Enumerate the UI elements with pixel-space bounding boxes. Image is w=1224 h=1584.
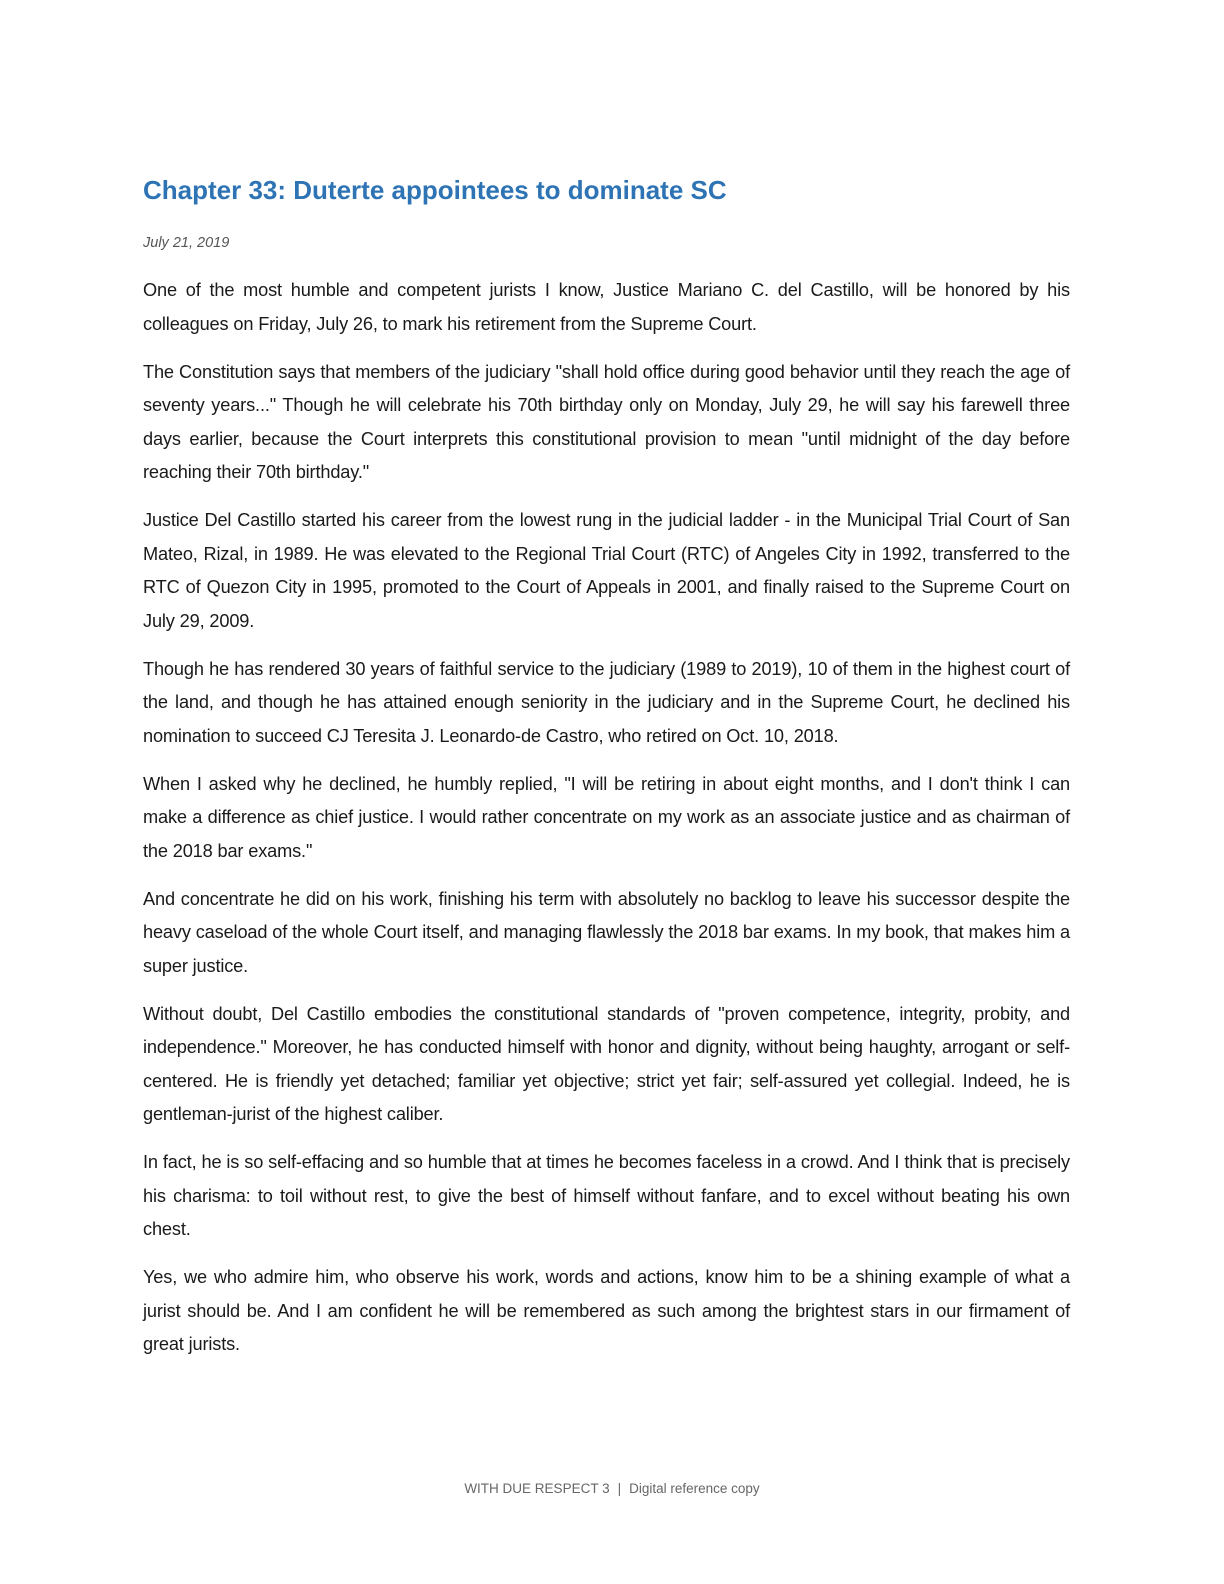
paragraph: And concentrate he did on his work, finishing his term with absolutely no backlog to leave his successor despite the heavy caseload of the whole Court itself, and managing flawlessly the 2018 bar exams. In my book, that makes him a super justice.	[143, 888, 1070, 976]
paragraph: One of the most humble and competent jurists I know, Justice Mariano C. del Castillo, will be honored by his colleagues on Friday, July 26, to mark his retirement from the Supreme Court.	[143, 280, 1070, 334]
page-footer	[0, 1479, 1224, 1499]
paragraph: Justice Del Castillo started his career from the lowest rung in the judicial ladder - in the Municipal Trial Court of San Mateo, Rizal, in 1989. He was elevated to the Regional Trial Court (RTC) of Angeles City in 1992, transferred to the RTC of Quezon City in 1995, promoted to the Court of Appeals in 2001, and finally raised to the Supreme Court on July 29, 2009.	[143, 510, 1070, 631]
paragraph: In fact, he is so self-effacing and so humble that at times he becomes faceless in a crowd. And I think that is precisely his charisma: to toil without rest, to give the best of himself without fanfare, and to excel without beating his own chest.	[143, 1152, 1070, 1239]
footer-note: Digital reference copy	[629, 1481, 760, 1496]
footer-book-page: WITH DUE RESPECT 3	[464, 1481, 610, 1496]
paragraph: Without doubt, Del Castillo embodies the constitutional standards of "proven competence, integrity, probity, and independence." Moreover, he has conducted himself with honor and dignity, without being haughty, arrogant or self-centered. He is friendly yet detached; familiar yet objective; strict yet fair; self-assured yet collegial. Indeed, he is gentleman-jurist of the highest caliber.	[143, 1003, 1070, 1124]
paragraph: Yes, we who admire him, who observe his work, words and actions, know him to be a shining example of what a jurist should be. And I am confident he will be remembered as such among the brightest stars in our firmament of great jurists.	[143, 1267, 1070, 1354]
paragraph: Though he has rendered 30 years of faithful service to the judiciary (1989 to 2019), 10 of them in the highest court of the land, and though he has attained enough seniority in the judiciary and in the Supreme Court, he declined his nomination to succeed CJ Teresita J. Leonardo-de Castro, who retired on Oct. 10, 2018.	[143, 658, 1070, 746]
paragraph: When I asked why he declined, he humbly replied, "I will be retiring in about eight months, and I don't think I can make a difference as chief justice. I would rather concentrate on my work as an associate justice and as chairman of the 2018 bar exams."	[143, 773, 1070, 861]
article-body	[143, 274, 1070, 1362]
document-page	[143, 170, 1070, 1376]
publication-date: July 21, 2019	[143, 235, 230, 251]
footer-separator: |	[617, 1481, 622, 1496]
paragraph: The Constitution says that members of the judiciary "shall hold office during good behavior until they reach the age of seventy years..." Though he will celebrate his 70th birthday only on Monday, July 29, he will say his farewell three days earlier, because the Court interprets this constitutional provision to mean "until midnight of the day before reaching their 70th birthday."	[143, 361, 1070, 482]
chapter-title: Chapter 33: Duterte appointees to dominate SC	[143, 175, 727, 205]
